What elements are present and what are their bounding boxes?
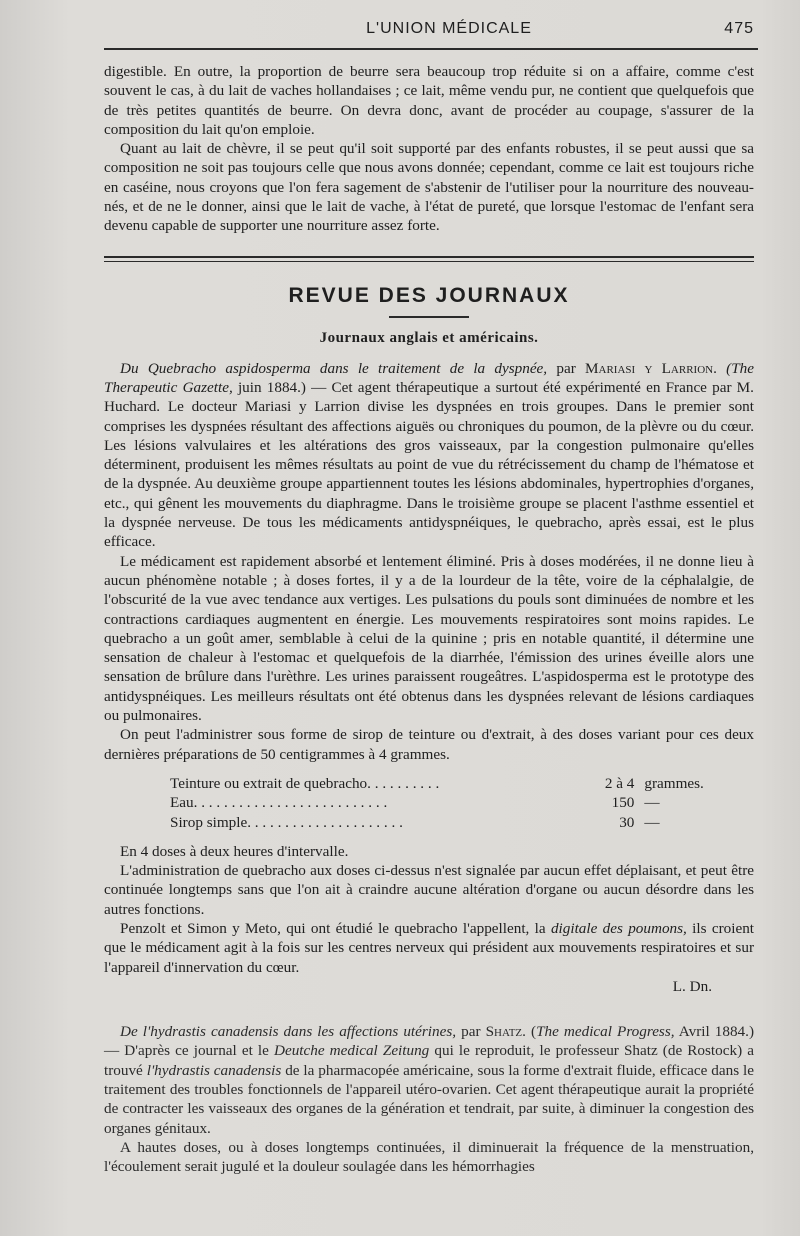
article-title: De l'hydrastis canadensis dans les affections utérines, [120, 1023, 457, 1041]
page-number: 475 [724, 20, 754, 37]
text-run: qui le reproduit, le professeur Shatz (de Rostock) a trouvé [104, 1042, 754, 1079]
text-run: ( [525, 1023, 537, 1041]
article-authors: Mariasi y Larrion. [585, 359, 717, 377]
text-run: Avril 1884.) — D'après ce journal et le [104, 1023, 755, 1060]
intro-paragraph-2: Quant au lait de chèvre, il se peut qu'il soit supporté par des enfants robustes, il se peut aussi que sa composition ne soit pas toujours celle que nous avons donnée; cependant, comme ce lait est toujours riche en caséine, nous croyons que l'on fera sagement de s'abstenir de l'utiliser pour la nourriture des nouveau-nés, et de ne le donner, ainsi que le lait de vache, à l'état de pureté, que lorsque l'estomac de l'enfant sera devenu capable de supporter une nourriture assez forte. [104, 140, 754, 235]
journal-title: L'UNION MÉDICALE [366, 20, 532, 37]
section-divider [104, 256, 754, 262]
article-authors: Shatz. [485, 1023, 526, 1041]
article-paragraph: On peut l'administrer sous forme de sirop de teinture ou d'extrait, à des doses variant pour ces deux dernières préparations de 50 centigrammes à 4 grammes. [104, 726, 754, 763]
prescription-table [170, 774, 754, 832]
prescription-ingredient: Eau. . . . . . . . . . . . . . . . . . . . . . . . . . [170, 794, 388, 812]
article-hydrastis [104, 1022, 754, 1176]
emphasis: Deutche medical Zeitung [273, 1042, 430, 1060]
text-run: ils croient que le médicament agit à la fois sur les centres nerveux qui président aux mouvements respiratoires et sur l'appareil d'innervation du cœur. [104, 919, 755, 976]
section-title: REVUE DES JOURNAUX [288, 283, 570, 307]
text-run: Penzolt et Simon y Meto, qui ont étudié le quebracho l'appellent, la [120, 919, 551, 937]
prescription-quantity: 30 [619, 813, 635, 831]
intro-text [104, 62, 754, 236]
article-paragraph: En 4 doses à deux heures d'intervalle. [120, 842, 349, 860]
article-by: par [547, 359, 586, 377]
text-run: de la pharmacopée américaine, sous la forme d'extrait fluide, efficace dans le traitement des troubles fonctionnels de l'appareil utéro-ovarien. Cet agent thérapeutique aurait la propriété de contracter les vaisseaux des organes de la génération et tendrait, par suite, à diminuer la congestion des organes génitaux. [104, 1061, 754, 1137]
prescription-quantity: 150 [611, 794, 635, 812]
prescription-unit: — [644, 794, 660, 812]
article-paragraph [104, 919, 754, 977]
article-paragraph [104, 1022, 754, 1138]
article-signature: L. Dn. [672, 977, 712, 995]
prescription-ingredient: Teinture ou extrait de quebracho. . . . . . . . . . [170, 774, 440, 792]
prescription-quantity: 2 à 4 [604, 774, 635, 792]
article-source: The medical Progress, [536, 1023, 675, 1041]
article-by: par [456, 1023, 486, 1041]
emphasis: l'hydrastis canadensis [146, 1061, 282, 1079]
prescription-row [170, 774, 754, 793]
article-quebracho [104, 359, 754, 997]
prescription-unit: — [644, 813, 660, 831]
article-paragraph [104, 359, 754, 552]
prescription-row [170, 813, 754, 832]
article-title: Du Quebracho aspidosperma dans le traitement de la dyspnée, [120, 359, 548, 377]
intro-paragraph-1: digestible. En outre, la proportion de beurre sera beaucoup trop réduite si on a affaire, comme c'est souvent le cas, à du lait de vaches hollandaises ; ce lait, même vendu pur, ne contient que quelquefois que de très petites quantités de beurre. On devra donc, avant de procéder au coupage, s'assurer de la composition du lait qu'on emploie. [104, 63, 754, 138]
header-rule [104, 48, 758, 50]
emphasis: digitale des poumons, [550, 919, 687, 937]
prescription-ingredient: Sirop simple. . . . . . . . . . . . . . . . . . . . . [170, 813, 403, 831]
prescription-row [170, 793, 754, 812]
article-paragraph: L'administration de quebracho aux doses ci-dessus n'est signalée par aucun effet déplaisant, et peut être continuée longtemps sans que l'on ait à craindre aucune altération d'organe ou aucun désordre dans les autres fonctions. [104, 862, 754, 918]
article-source: (The Therapeutic Gazette, [104, 359, 754, 396]
article-paragraph: Le médicament est rapidement absorbé et lentement éliminé. Pris à doses modérées, il ne donne lieu à aucun phénomène notable ; à doses fortes, il y a de la lourdeur de la tête, voire de la céphalalgie, de l'obscurité de la vue avec tendance aux vertiges. Les pulsations du pouls sont diminuées de nombre et les contractions cardiaques augmentent en énergie. Les mouvements respiratoires sont moins rapides. Le quebracho a un goût amer, semblable à celui de la quinine ; pris en notable quantité, il détermine une sensation de chaleur à l'estomac et quelquefois de la diarrhée, l'émission des urines éveille alors une sensation de brûlure dans l'urèthre. Les urines paraissent rougeâtres. L'aspidosperma est le prototype des antidyspnéiques. Les meilleurs résultats ont été obtenus dans les dyspnées relevant de lésions cardiaques ou pulmonaires. [104, 552, 754, 725]
section-title-rule [389, 316, 469, 318]
article-paragraph: A hautes doses, ou à doses longtemps continuées, il diminuerait la fréquence de la menstruation, l'écoulement serait jugulé et la douleur soulagée dans les hémorrhagies [104, 1138, 754, 1176]
subsection-title: Journaux anglais et américains. [319, 329, 539, 346]
article-body: juin 1884.) — Cet agent thérapeutique a surtout été expérimenté en France par M. Huchard. Le docteur Mariasi y Larrion divise les dyspnées en trois groupes. Dans le premier sont comprises les dyspnées résultant des affections aiguës ou chroniques du poumon, de la plèvre ou du cœur. Les lésions valvulaires et les altérations des gros vaisseaux, par la congestion pulmonaire qu'elles déterminent, produisent les mêmes résultats au point de vue du rétrécissement du champ de l'hématose et de la dyspnée. Au deuxième groupe appartiennent toutes les lésions abdominales, hypertrophies d'organes, etc., qui gênent les mouvements du diaphragme. Dans le troisième groupe se placent l'asthme essentiel et la dyspnée nerveuse. De tous les médicaments antidyspnéiques, le quebracho, après essai, est le plus efficace. [104, 378, 754, 551]
running-head [104, 18, 754, 48]
prescription-unit: grammes. [644, 774, 704, 792]
